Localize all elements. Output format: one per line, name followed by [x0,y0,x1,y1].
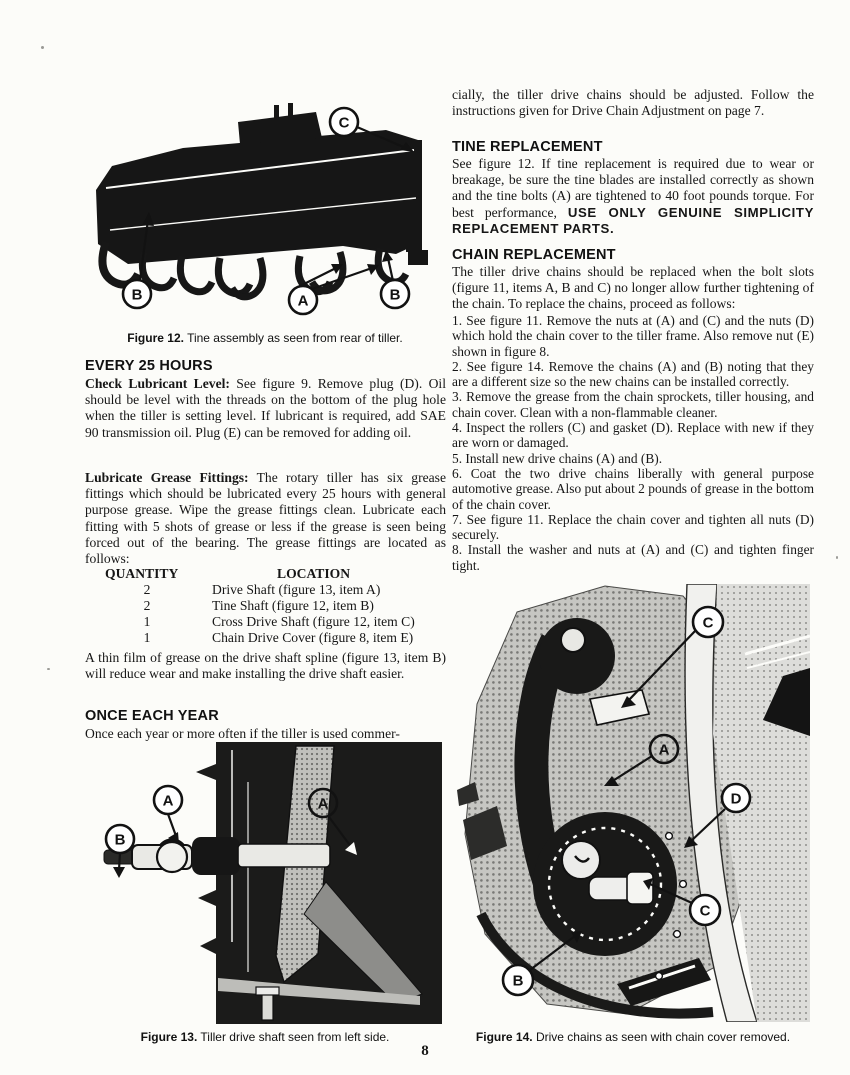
once-each-year-paragraph: Once each year or more often if the tiller is used commer- [85,726,400,741]
chain-replacement-intro: The tiller drive chains should be replaced when the bolt slots (figure 11, items A, B and C) no longer allow further tightening of the chain. To replace the chains, proceed as follows: [452,264,814,312]
loc-cell: Chain Drive Cover (figure 8, item E) [212,630,414,645]
figure-13-label: Figure 13. [140,1030,198,1044]
chain-replacement-heading: CHAIN REPLACEMENT [452,247,616,263]
table-row [85,630,446,646]
table-row [85,614,446,630]
genuine-parts-emphasis: USE ONLY GENUINE SIMPLICITY REPLACEMENT PARTS. [452,204,814,236]
step-5: 5. Install new drive chains (A) and (B). [452,450,663,466]
figure-14-drive-chains-image [455,584,810,1022]
grease-fittings-table [85,566,446,646]
figure-14-label: Figure 14. [475,1030,533,1044]
figure-14-caption-text: Drive chains as seen with chain cover removed. [532,1030,791,1044]
callout-a: A [658,741,670,759]
callout-a-center: A [317,795,329,813]
every-25-hours-heading: EVERY 25 HOURS [85,358,213,374]
step-8: 8. Install the washer and nuts at (A) and (C) and tighten finger tight. [452,542,814,573]
quantity-header: QUANTITY [105,566,179,581]
figure-13-caption [85,1030,445,1044]
location-header: LOCATION [277,566,351,581]
check-lubricant-lead: Check Lubricant Level: [85,376,230,391]
commercial-use-paragraph: cially, the tiller drive chains should be adjusted. Follow the instructions given for Drive Chain Adjustment on page 7. [452,87,814,119]
callout-b-right: B [389,286,401,304]
qty-cell: 1 [143,614,151,629]
callout-c: C [338,114,350,132]
step-1: 1. See figure 11. Remove the nuts at (A) and (C) and the nuts (D) which hold the chain cover to the tiller frame. Also remove nut (E) shown in figure 8. [452,313,814,359]
step-4: 4. Inspect the rollers (C) and gasket (D). Replace with new if they are worn or damaged. [452,420,814,451]
lubricate-fittings-paragraph [85,470,446,567]
figure-12-tine-assembly-image [88,92,436,330]
callout-c-bottom: C [699,902,711,920]
table-row [85,598,446,614]
check-lubricant-paragraph [85,376,446,441]
callout-d: D [730,790,742,808]
step-6: 6. Coat the two drive chains liberally with general purpose automotive grease. Also put about 2 pounds of grease in the bottom of the chain cover. [452,465,814,512]
figure-14-caption [452,1030,814,1044]
chain-replacement-steps [452,313,814,573]
callout-a: A [297,292,309,310]
scan-speck [41,46,44,49]
scan-speck [47,668,50,670]
lubricate-fittings-lead: Lubricate Grease Fittings: [85,470,249,485]
callout-c-top: C [702,614,714,632]
callout-a: A [162,792,174,810]
callout-b: B [512,972,524,990]
figure-13-drive-shaft-image [100,742,442,1024]
page-number: 8 [421,1043,429,1059]
table-row [85,582,446,598]
callout-b: B [114,831,126,849]
figure-12-label: Figure 12. [127,331,184,345]
step-7: 7. See figure 11. Replace the chain cover and tighten all nuts (D) securely. [452,511,814,543]
lubricate-fittings-body: The rotary tiller has six grease fittings which should be lubricated every 25 hours with general purpose grease. Wipe the grease fittings clean. Lubricate each fitting with 5 shots of grease or less if the grease is seen being forced out of the bearing. The grease fittings are located as follows: [85,470,446,567]
figure-12-caption-text: Tine assembly as seen from rear of tiller. [183,331,403,345]
check-lubricant-body: See figure 9. Remove plug (D). Oil should be level with the threads on the bottom of the plug hole when the tiller is setting level. If lubricant is required, add SAE 90 transmission oil. Plug (E) can be removed for adding oil. [85,376,446,440]
thin-film-paragraph: A thin film of grease on the drive shaft spline (figure 13, item B) will reduce wear and make installing the drive shaft easier. [85,650,446,682]
table-header-row [85,566,446,582]
tine-replacement-body: See figure 12. If tine replacement is required due to wear or breakage, be sure the tine blades are installed correctly as shown and the tine bolts (A) are tightened to 40 foot pounds torque. For best performance, [452,156,814,220]
tine-replacement-heading: TINE REPLACEMENT [452,139,603,155]
step-2: 2. See figure 14. Remove the chains (A) and (B) noting that they are a different size so the new chains can be installed correctly. [452,358,814,390]
callout-b-left: B [131,286,143,304]
step-3: 3. Remove the grease from the chain sprockets, tiller housing, and chain cover. Clean with a non-flammable cleaner. [452,389,814,420]
qty-cell: 2 [143,582,151,597]
figure-12-caption [85,331,445,345]
qty-cell: 2 [143,598,151,613]
scan-speck [836,556,838,559]
figure-13-caption-text: Tiller drive shaft seen from left side. [197,1030,390,1044]
tine-replacement-paragraph [452,156,814,237]
once-each-year-heading: ONCE EACH YEAR [85,708,219,724]
loc-cell: Tine Shaft (figure 12, item B) [212,598,374,613]
qty-cell: 1 [143,630,151,645]
loc-cell: Cross Drive Shaft (figure 12, item C) [212,614,415,629]
loc-cell: Drive Shaft (figure 13, item A) [212,582,381,597]
